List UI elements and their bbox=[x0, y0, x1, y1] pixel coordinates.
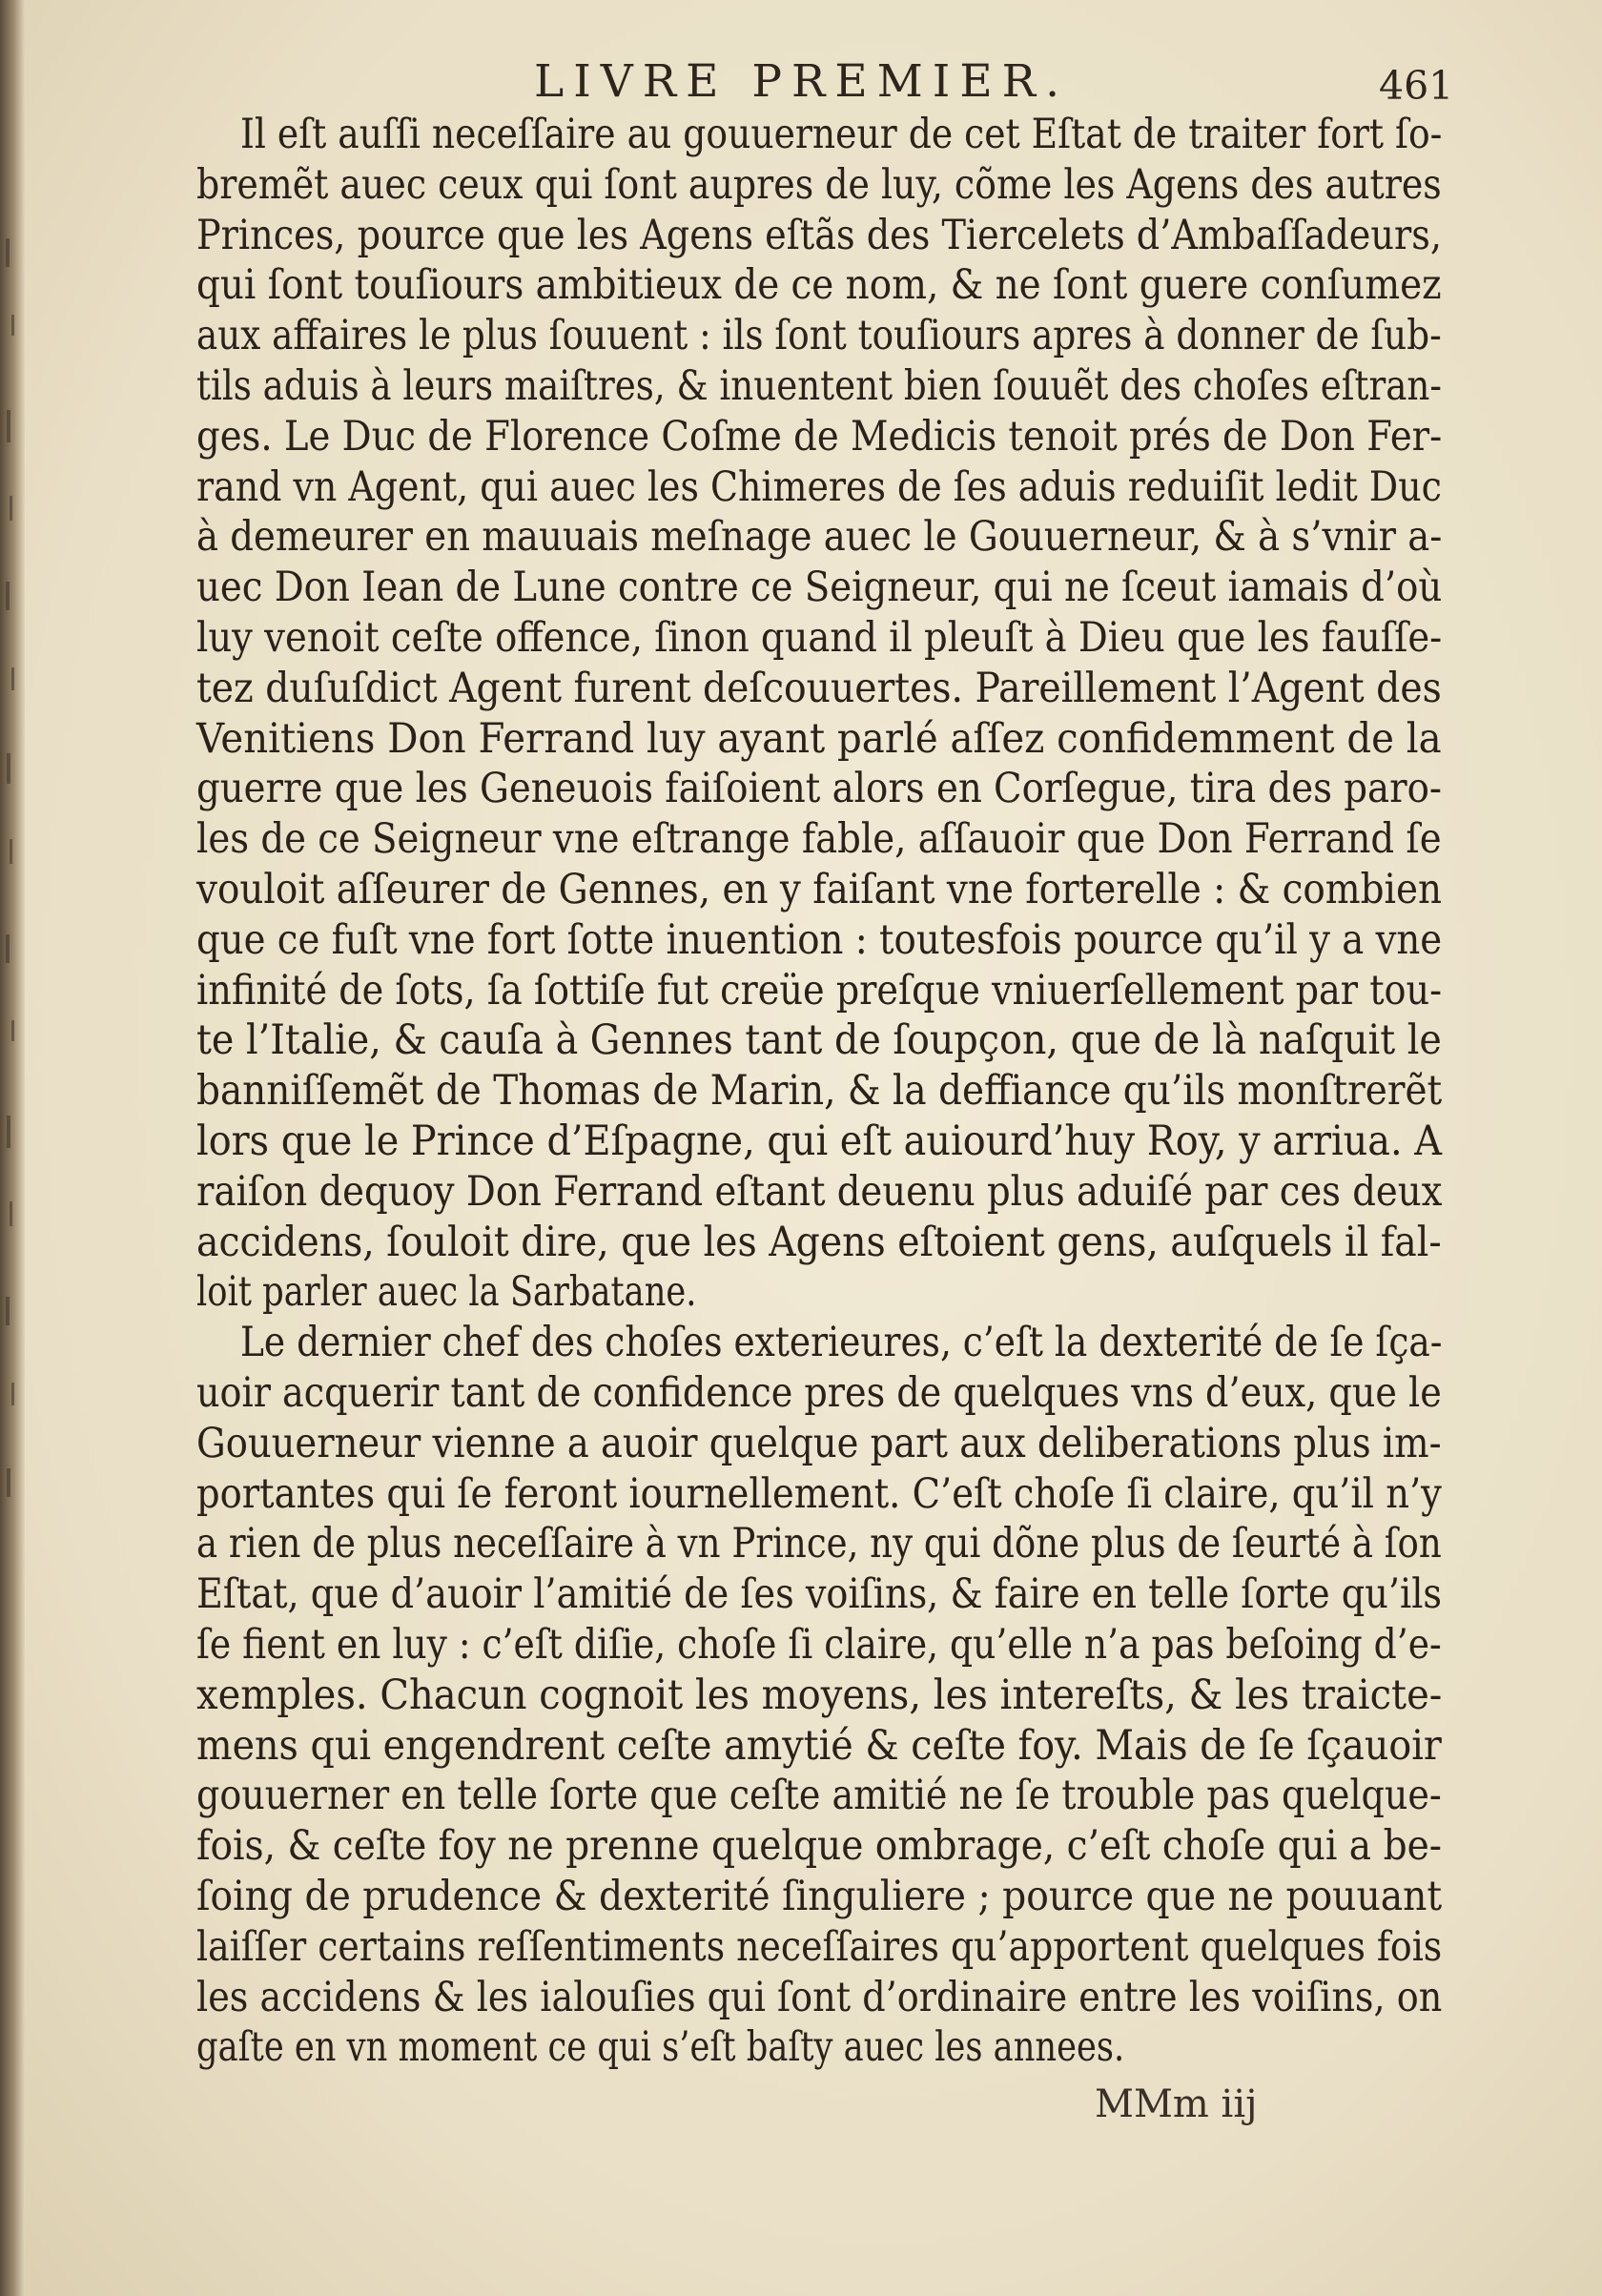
text-line: loit parler auec la Sarbatane. bbox=[196, 1268, 697, 1317]
page-number: 461 bbox=[1379, 63, 1454, 109]
text-line: xemples. Chacun cognoit les moyens, les intereſts, & les traicte- bbox=[196, 1671, 1443, 1719]
text-line: raiſon dequoy Don Ferrand eſtant deuenu plus aduiſé par ces deux bbox=[196, 1167, 1443, 1216]
text-line: uec Don Iean de Lune contre ce Seigneur, qui ne ſceut iamais d’où bbox=[196, 564, 1443, 612]
text-line: bremẽt auec ceux qui ſont aupres de luy, cõme les Agens des autres bbox=[196, 160, 1442, 209]
text-line: uoir acquerir tant de confidence pres de quelques vns d’eux, que le bbox=[196, 1369, 1442, 1417]
text-line: gouuerner en telle ſorte que ceſte amitié ne ſe trouble pas quelque- bbox=[196, 1772, 1442, 1820]
text-line: tez duſuſdict Agent furent deſcouuertes. Pareillement l’Agent des bbox=[196, 664, 1442, 712]
text-line: mens qui engendrent ceſte amytié & ceſte foy. Mais de ſe ſçauoir bbox=[196, 1721, 1442, 1770]
text-line: gaſte en vn moment ce qui s’eſt baſty auec les annees. bbox=[196, 2023, 1125, 2072]
text-line: lors que le Prince d’Eſpagne, qui eſt auiourd’huy Roy, y arriua. A bbox=[196, 1117, 1443, 1165]
text-line: à demeurer en mauuais meſnage auec le Gouuerneur, & à s’vnir a- bbox=[196, 513, 1443, 562]
text-line: ges. Le Duc de Florence Coſme de Medicis tenoit prés de Don Fer- bbox=[196, 412, 1443, 461]
text-line: Il eſt auſſi neceſſaire au gouuerneur de cet Eſtat de traiter fort ſo- bbox=[240, 111, 1443, 158]
text-line: Princes, pource que les Agens eſtãs des Tiercelets d’Ambaſſadeurs, bbox=[196, 211, 1442, 259]
signature-mark: MMm iij bbox=[1095, 2082, 1258, 2126]
text-line: te l’Italie, & cauſa à Gennes tant de ſoupçon, que de là naſquit le bbox=[196, 1016, 1442, 1065]
text-line: ſoing de prudence & dexterité ſinguliere ; pource que ne pouuant bbox=[196, 1873, 1443, 1920]
text-line: ſe fient en luy : c’eſt diſie, choſe ſi claire, qu’elle n’a pas beſoing d’e- bbox=[196, 1621, 1442, 1669]
text-line: qui ſont touſiours ambitieux de ce nom, & ne ſont guere conſumez bbox=[196, 261, 1442, 310]
text-line: Le dernier chef des choſes exterieures, c’eſt la dexterité de ſe ſça- bbox=[240, 1319, 1443, 1367]
text-line: que ce fuſt vne fort ſotte inuention : toutesfois pource qu’il y a vne bbox=[196, 915, 1443, 964]
text-line: laiſſer certains reſſentiments neceſſaires qu’apportent quelques fois bbox=[196, 1922, 1443, 1971]
text-line: les de ce Seigneur vne eſtrange fable, aſſauoir que Don Ferrand ſe bbox=[196, 815, 1442, 864]
text-line: Venitiens Don Ferrand luy ayant parlé aſſez confidemment de la bbox=[196, 714, 1442, 763]
text-line: a rien de plus neceſſaire à vn Prince, ny qui dõne plus de ſeurté à ſon bbox=[196, 1520, 1442, 1568]
text-line: banniſſemẽt de Thomas de Marin, & la deffiance qu’ils monſtrerẽt bbox=[196, 1067, 1443, 1116]
text-line: Gouuerneur vienne a auoir quelque part aux deliberations plus im- bbox=[196, 1419, 1442, 1467]
running-title: LIVRE PREMIER. bbox=[534, 55, 1070, 108]
text-line: Eſtat, que d’auoir l’amitié de ſes voiſins, & faire en telle ſorte qu’ils bbox=[196, 1570, 1443, 1619]
text-line: les accidens & les ialouſies qui ſont d’ordinaire entre les voiſins, on bbox=[196, 1973, 1443, 2021]
text-line: portantes qui ſe feront iournellement. C’eſt choſe ſi claire, qu’il n’y bbox=[196, 1469, 1442, 1518]
text-line: infinité de ſots, ſa ſottiſe fut creüe preſque vniuerſellement par tou- bbox=[196, 966, 1443, 1015]
text-line: guerre que les Geneuois faiſoient alors en Corſegue, tira des paro- bbox=[196, 765, 1442, 813]
text-line: luy venoit ceſte offence, ſinon quand il pleuſt à Dieu que les fauſſe- bbox=[196, 614, 1443, 662]
text-line: vouloit aſſeurer de Gennes, en y faiſant vne forterelle : & combien bbox=[196, 866, 1443, 913]
text-line: aux affaires le plus ſouuent : ils ſont touſiours apres à donner de ſub- bbox=[196, 312, 1442, 360]
text-line: rand vn Agent, qui auec les Chimeres de ſes aduis reduiſit ledit Duc bbox=[196, 462, 1442, 511]
text-line: accidens, ſouloit dire, que les Agens eſtoient gens, auſquels il fal- bbox=[196, 1218, 1442, 1266]
text-line: tils aduis à leurs maiſtres, & inuentent bien ſouuẽt des choſes eſtran- bbox=[196, 362, 1442, 410]
text-line: fois, & ceſte foy ne prenne quelque ombrage, c’eſt choſe qui a be- bbox=[196, 1822, 1442, 1871]
